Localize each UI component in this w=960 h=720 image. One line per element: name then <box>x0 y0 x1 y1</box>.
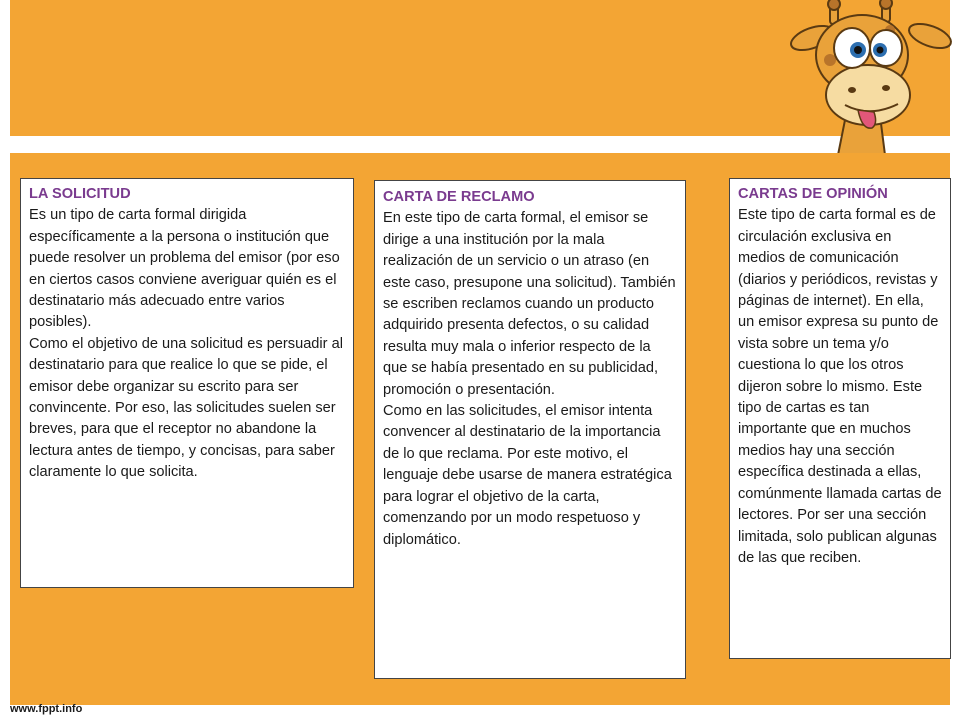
card-carta-de-reclamo <box>374 180 686 679</box>
card-cartas-de-opinion <box>729 178 951 659</box>
card-paragraph: Este tipo de carta formal es de circulación exclusiva en medios de comunicación (diarios y periódicos, revistas y páginas de internet). En ella, un emisor expresa su punto de vista sobre un tema y/o cuestiona lo que los otros dijeron sobre lo mismo. Este tipo de cartas es tan importante que en muchos medios hay una sección específica destinada a ellas, comúnmente llamada cartas de lectores. Por ser una sección limitada, solo publican algunas de las que reciben. <box>738 207 942 566</box>
footer-url: www.fppt.info <box>10 703 83 715</box>
card-title: CARTAS DE OPINIÓN <box>738 186 888 202</box>
card-paragraph: Es un tipo de carta formal dirigida específicamente a la persona o institución que puede resolver un problema del emisor (por eso en ciertos casos conviene averiguar quién es el destinatario más adecuado entre varios posibles). <box>29 207 340 331</box>
card-paragraph: Como en las solicitudes, el emisor intenta convencer al destinatario de la importancia de lo que reclama. Por este motivo, el lenguaje debe usarse de manera estratégica para lograr el objetivo de la carta, comenzando por un modo respetuoso y diplomático. <box>383 403 672 548</box>
card-paragraph: En este tipo de carta formal, el emisor se dirige a una institución por la mala realización de un servicio o un atraso (en este caso, presupone una solicitud). También se escriben reclamos cuando un producto adquirido presenta defectos, o su calidad resulta muy mala o inferior respecto de la que se había presentado en su publicidad, promoción o presentación. <box>383 210 676 398</box>
giraffe-mascot-icon <box>790 0 960 155</box>
card-title: CARTA DE RECLAMO <box>383 189 535 205</box>
card-la-solicitud <box>20 178 354 588</box>
card-title: LA SOLICITUD <box>29 186 131 202</box>
card-paragraph: Como el objetivo de una solicitud es persuadir al destinatario para que realice lo que se pide, el emisor debe organizar su escrito para ser convincente. Por eso, las solicitudes suelen ser breves, para que el receptor no abandone la lectura antes de tiempo, y concisas, para saber claramente lo que solicita. <box>29 335 343 481</box>
